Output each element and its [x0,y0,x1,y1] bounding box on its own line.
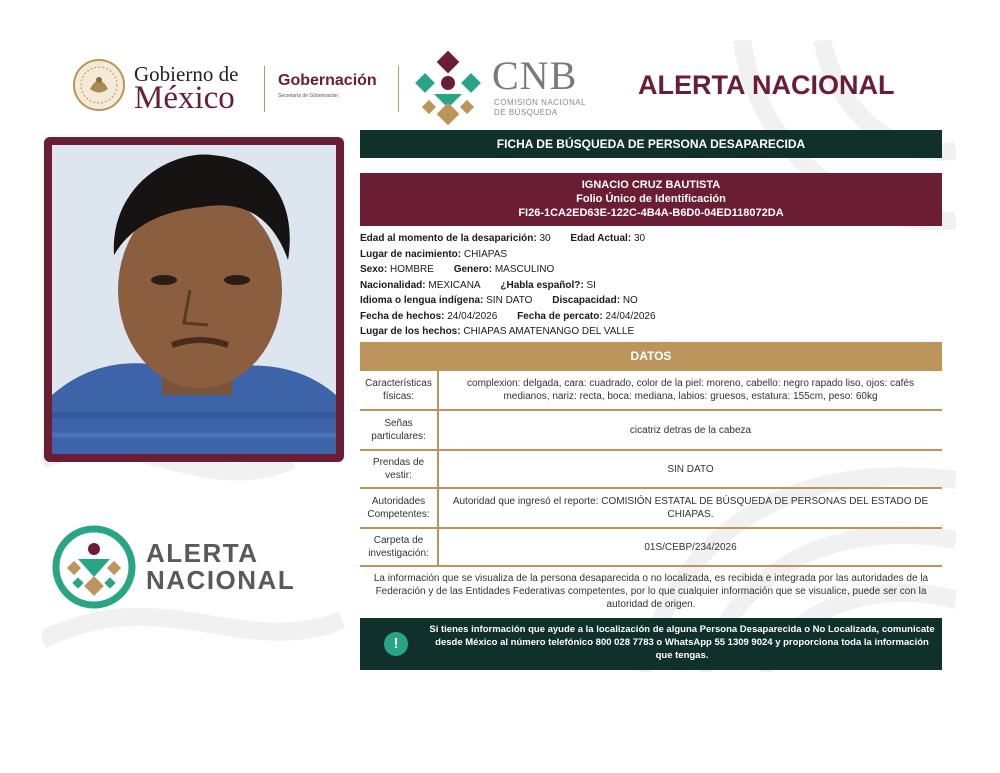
info-value: NO [622,295,638,306]
info-label: Fecha de hechos: [360,311,445,322]
datos-row [360,451,942,489]
datos-row-value: cicatriz detras de la cabeza [629,424,752,436]
info-label: Discapacidad: [552,295,621,306]
datos-row [360,489,942,529]
info-row [360,293,942,309]
alerta-nacional-logo-icon [52,525,136,609]
datos-row-label: Características físicas: [365,378,432,402]
datos-row [360,529,942,567]
info-value: MEXICANA [428,280,481,291]
datos-row [360,411,942,451]
datos-row-label: Prendas de vestir: [372,457,425,481]
datos-row-label: Autoridades Competentes: [367,496,430,520]
logo-text-line: ALERTA [146,538,259,568]
datos-row [360,371,942,411]
ficha-title-bar: FICHA DE BÚSQUEDA DE PERSONA DESAPARECIDA [360,130,942,158]
datos-header-bar: DATOS [360,342,942,371]
info-row [360,247,942,263]
info-label: Lugar de nacimiento: [360,249,462,260]
photo-frame [44,137,344,462]
cnb-subtitle-line: COMISIÓN NACIONAL [494,98,587,107]
info-value: CHIAPAS AMATENANGO DEL VALLE [463,326,635,337]
info-label: Fecha de percato: [517,311,603,322]
info-label: Nacionalidad: [360,280,426,291]
info-value: MASCULINO [494,264,555,275]
person-identity-box [360,173,942,226]
info-row [360,278,942,294]
info-label: ¿Habla español?: [500,280,584,291]
folio-value: FI26-1CA2ED63E-122C-4B4A-B6D0-04ED118072DA [518,207,784,219]
datos-row-label: Carpeta de investigación: [368,535,429,559]
disclaimer-text: La información que se visualiza de la persona desaparecida o no localizada, es recibida e integrada por las autoridades de la Federación y de las Entidades Federativas competentes, por lo que cualquier información que se visualice, puede ser con la autoridad de origen. [373,573,929,610]
info-value: 24/04/2026 [605,311,656,322]
datos-row-value: Autoridad que ingresó el reporte: COMISIÓN ESTATAL DE BÚSQUEDA DE PERSONAS DEL ESTADO DE CHIAPAS. [452,496,929,520]
info-label: Edad Actual: [570,233,632,244]
person-name: IGNACIO CRUZ BAUTISTA [581,179,721,191]
gobernacion-sublabel: Secretaría de Gobernación [278,93,339,99]
folio-label: Folio Único de Identificación [576,193,726,205]
info-row [360,262,942,278]
info-value: SIN DATO [486,295,533,306]
contact-text: Si tienes información que ayude a la localización de alguna Persona Desaparecida o No Localizada, comunicate desde México al número telefónico 800 028 7783 o WhatsApp 55 1309 9024 y proporciona toda la información que tengas. [429,624,935,661]
cnb-subtitle-line: DE BÚSQUEDA [494,108,558,117]
info-row [360,324,942,340]
alerta-nacional-title: ALERTA NACIONAL [638,70,895,100]
info-value: CHIAPAS [463,249,508,260]
info-label: Lugar de los hechos: [360,326,461,337]
info-label: Genero: [453,264,493,275]
info-row [360,309,942,325]
info-label: Idioma o lengua indígena: [360,295,484,306]
alerta-nacional-logo-text [146,540,295,594]
gobernacion-label: Gobernación [278,72,377,89]
info-value: 24/04/2026 [447,311,498,322]
info-row [360,231,942,247]
info-label: Sexo: [360,264,388,275]
alert-icon: ! [384,632,408,656]
info-value: 30 [633,233,646,244]
cnb-title: CNB [492,53,578,98]
header-divider [398,66,399,112]
gobierno-label: Gobierno de [134,62,239,86]
cnb-logo-icon [410,50,486,126]
datos-row-label: Señas particulares: [371,418,426,442]
info-label: Edad al momento de la desaparición: [360,233,537,244]
mexico-label: México [134,80,235,116]
mexico-seal-icon [72,58,126,112]
search-sheet [42,40,956,672]
info-value: HOMBRE [390,264,434,275]
cnb-subtitle [494,98,586,118]
info-value: SI [586,280,596,291]
logo-text-line: NACIONAL [146,565,296,595]
missing-person-photo [52,145,336,454]
contact-banner [360,618,942,670]
datos-row-value: complexion: delgada, cara: cuadrado, color de la piel: moreno, cabello: negro rapado liso, ojos: cafés medianos, nariz: recta, boca: mediana, labios: gruesos, estatura: 155cm, peso: 60kg [467,378,914,402]
info-value: 30 [539,233,551,244]
header-divider [264,66,265,112]
datos-row-value: SIN DATO [667,463,714,475]
datos-row-value: 01S/CEBP/234/2026 [644,541,737,553]
